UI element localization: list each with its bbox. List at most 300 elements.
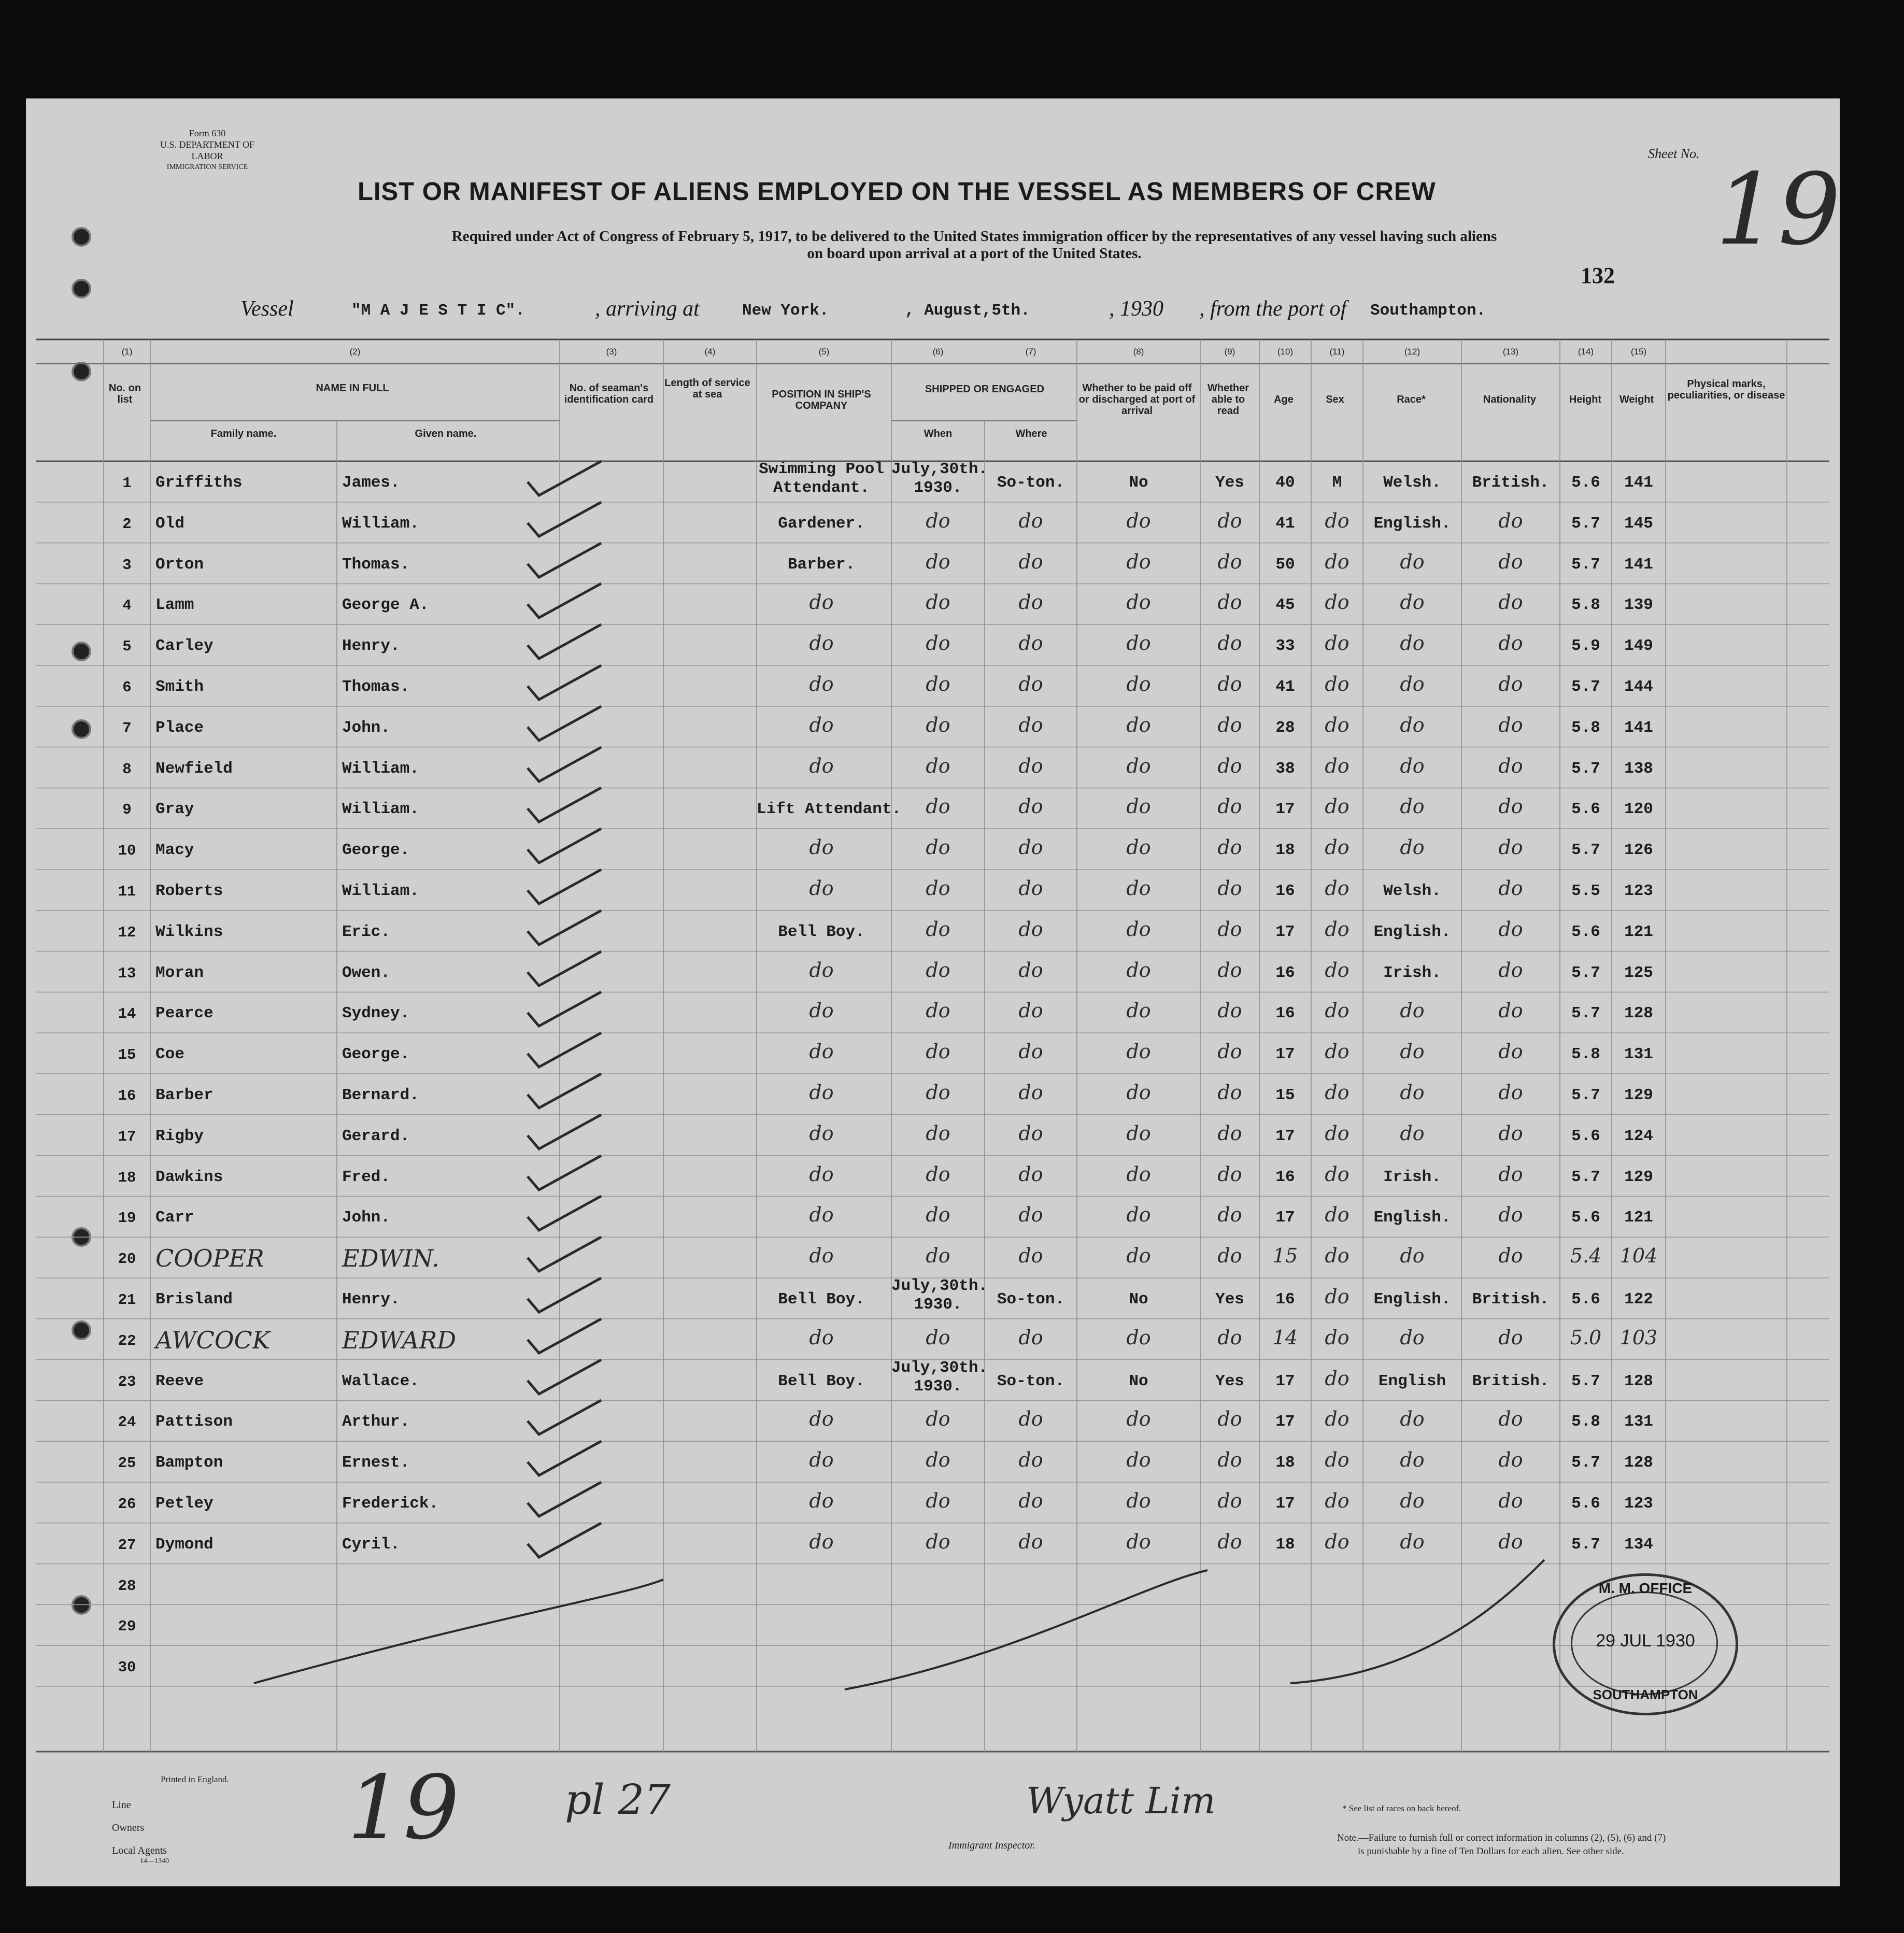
nationality-cell: do — [1498, 1489, 1523, 1512]
header-no-on-list: No. on list — [108, 382, 141, 405]
nationality-cell: do — [1498, 1244, 1523, 1268]
weight-cell: 145 — [1624, 514, 1653, 533]
sex-cell: do — [1325, 1285, 1349, 1308]
race-cell: do — [1400, 1081, 1425, 1104]
race-cell: Irish. — [1383, 963, 1441, 982]
check-mark-icon — [523, 786, 627, 827]
row-number-cell: 25 — [118, 1455, 136, 1472]
age-cell: 16 — [1275, 1004, 1295, 1023]
table-row — [26, 1237, 1840, 1278]
shipped-when-cell: do — [926, 1081, 950, 1104]
paid-off-cell: do — [1126, 713, 1151, 736]
paid-off-cell: do — [1126, 632, 1151, 655]
position-cell: do — [809, 999, 834, 1022]
weight-cell: 141 — [1624, 718, 1653, 737]
column-number: (10) — [1277, 347, 1294, 357]
race-cell: do — [1400, 1326, 1425, 1349]
shipped-when-cell: do — [926, 754, 950, 777]
check-mark-stroke — [528, 584, 601, 618]
header-when: When — [923, 428, 953, 439]
nationality-cell: do — [1498, 795, 1523, 818]
column-number: (4) — [704, 347, 716, 357]
form-number: Form 630 — [189, 128, 226, 138]
table-row — [26, 1196, 1840, 1237]
check-mark-icon — [523, 908, 627, 950]
shipped-when-cell: do — [926, 632, 950, 655]
check-mark-stroke — [528, 1400, 601, 1434]
shipped-where-cell: do — [1018, 1489, 1043, 1512]
paid-off-cell: do — [1126, 958, 1151, 982]
header-id-card: No. of seaman's identification card — [564, 382, 654, 405]
row-number-cell: 26 — [118, 1496, 136, 1513]
family-name-cell: Reeve — [155, 1372, 204, 1390]
shipped-where-cell: do — [1018, 795, 1043, 818]
family-name-cell: Barber — [155, 1086, 214, 1104]
arrival-port: New York. — [742, 302, 829, 320]
position-cell: do — [809, 1448, 834, 1472]
shipped-where-cell: do — [1018, 754, 1043, 777]
able-to-read-cell: do — [1217, 795, 1242, 818]
position-cell — [757, 460, 886, 498]
paid-off-cell: do — [1126, 1408, 1151, 1431]
paid-off-cell: do — [1126, 1040, 1151, 1063]
nationality-cell: do — [1498, 1530, 1523, 1553]
height-cell: 5.8 — [1571, 1413, 1600, 1431]
position-cell: Bell Boy. — [778, 922, 865, 941]
age-cell: 18 — [1275, 1454, 1295, 1472]
given-name-cell: George. — [342, 841, 410, 860]
height-cell: 5.0 — [1570, 1326, 1602, 1349]
row-number-cell: 13 — [118, 964, 136, 982]
family-name-cell: COOPER — [155, 1244, 264, 1273]
line-label: Line — [112, 1799, 131, 1811]
sex-cell: do — [1325, 1530, 1349, 1553]
paid-off-cell: do — [1126, 999, 1151, 1022]
position-cell: do — [809, 958, 834, 982]
weight-cell: 141 — [1624, 474, 1653, 492]
column-number: (1) — [121, 347, 133, 357]
given-name-cell: William. — [342, 759, 419, 778]
age-cell: 17 — [1275, 1127, 1295, 1145]
race-cell: Irish. — [1383, 1168, 1441, 1186]
paid-off-cell: do — [1126, 1121, 1151, 1145]
nationality-cell: do — [1498, 1326, 1523, 1349]
position-cell: do — [809, 1162, 834, 1186]
height-cell: 5.7 — [1571, 514, 1600, 533]
column-number: (15) — [1630, 347, 1647, 357]
race-cell: English. — [1373, 1209, 1451, 1227]
weight-cell: 125 — [1624, 963, 1653, 982]
age-cell: 18 — [1275, 841, 1295, 860]
race-cell: do — [1400, 1448, 1425, 1472]
paid-off-cell: No — [1129, 474, 1148, 492]
header-family-name: Family name. — [210, 428, 277, 439]
position-cell: Bell Boy. — [778, 1372, 865, 1390]
check-mark-stroke — [528, 951, 601, 986]
height-cell: 5.6 — [1571, 1209, 1600, 1227]
check-mark-icon — [523, 990, 627, 1031]
paid-off-cell: do — [1126, 1081, 1151, 1104]
age-cell: 17 — [1275, 1495, 1295, 1513]
weight-cell: 122 — [1624, 1290, 1653, 1309]
shipped-when-cell-line: July,30th. — [891, 1277, 988, 1295]
able-to-read-cell: do — [1217, 1081, 1242, 1104]
shipped-when-cell — [891, 1358, 988, 1396]
sex-cell: do — [1325, 754, 1349, 777]
check-mark-stroke — [528, 1441, 601, 1475]
family-name-cell: Pearce — [155, 1004, 214, 1023]
position-cell: do — [809, 632, 834, 655]
stamp-bottom: SOUTHAMPTON — [1593, 1687, 1698, 1702]
position-cell-line: Attendant. — [773, 479, 870, 497]
race-cell: English. — [1373, 514, 1451, 533]
table-row — [26, 1115, 1840, 1156]
check-mark-icon — [523, 1439, 627, 1481]
age-cell: 14 — [1272, 1326, 1298, 1349]
family-name-cell: Pattison — [155, 1413, 233, 1431]
paid-off-cell: do — [1126, 1530, 1151, 1553]
family-name-cell: Bampton — [155, 1454, 223, 1472]
shipped-where-cell: do — [1018, 673, 1043, 695]
able-to-read-cell: Yes — [1215, 474, 1244, 492]
column-number: (7) — [1025, 347, 1036, 357]
shipped-where-cell: do — [1018, 632, 1043, 655]
given-name-cell: Gerard. — [342, 1127, 410, 1145]
check-mark-stroke — [528, 1237, 601, 1271]
height-cell: 5.9 — [1571, 637, 1600, 656]
check-mark-stroke — [528, 992, 601, 1026]
able-to-read-cell: do — [1217, 1121, 1242, 1145]
family-name-cell: Moran — [155, 963, 204, 982]
agents-label: Local Agents — [112, 1845, 167, 1856]
check-mark-icon — [523, 459, 627, 501]
nationality-cell: do — [1498, 1121, 1523, 1145]
able-to-read-cell: do — [1217, 1448, 1242, 1472]
given-name-cell: William. — [342, 514, 419, 533]
height-cell: 5.8 — [1571, 718, 1600, 737]
races-note: * See list of races on back hereof. — [1342, 1803, 1461, 1813]
shipped-when-cell-line: July,30th. — [891, 460, 988, 478]
header-sex: Sex — [1326, 394, 1344, 405]
given-name-cell: George A. — [342, 596, 429, 615]
height-cell: 5.8 — [1571, 596, 1600, 615]
able-to-read-cell: do — [1217, 1326, 1242, 1349]
header-height: Height — [1569, 394, 1602, 405]
age-cell: 40 — [1275, 474, 1295, 492]
nationality-cell: do — [1498, 632, 1523, 655]
shipped-when-cell: do — [926, 1162, 950, 1186]
position-cell: Bell Boy. — [778, 1290, 865, 1309]
stamp-top: M. M. OFFICE — [1598, 1580, 1693, 1596]
row-number-cell: 10 — [118, 842, 136, 860]
height-cell: 5.7 — [1571, 1086, 1600, 1104]
check-mark-stroke — [528, 747, 601, 781]
height-cell: 5.7 — [1571, 963, 1600, 982]
race-cell: Welsh. — [1383, 474, 1441, 492]
race-cell: English. — [1373, 1290, 1451, 1309]
header-name-in-full: NAME IN FULL — [316, 382, 389, 394]
table-row — [26, 1278, 1840, 1319]
able-to-read-cell: do — [1217, 836, 1242, 859]
age-cell: 16 — [1275, 963, 1295, 982]
position-cell: do — [809, 1244, 834, 1268]
arrival-date: , August,5th. — [905, 302, 1030, 320]
shipped-when-cell-line: 1930. — [914, 1377, 962, 1396]
position-cell: Lift Attendant. — [757, 800, 902, 819]
check-mark-icon — [523, 1398, 627, 1440]
check-mark-icon — [523, 1317, 627, 1358]
footer-handwritten-number: 19 — [347, 1757, 460, 1859]
height-cell: 5.7 — [1571, 759, 1600, 778]
able-to-read-cell: do — [1217, 1040, 1242, 1063]
given-name-cell: Arthur. — [342, 1413, 410, 1431]
able-to-read-cell: do — [1217, 877, 1242, 900]
family-name-cell: Coe — [155, 1045, 184, 1064]
check-mark-stroke — [528, 1196, 601, 1230]
nationality-cell: British. — [1472, 1372, 1550, 1390]
column-number: (13) — [1502, 347, 1519, 357]
table-row — [26, 461, 1840, 502]
check-mark-stroke — [528, 911, 601, 945]
position-cell: Barber. — [787, 555, 856, 574]
shipped-where-cell: do — [1018, 1203, 1043, 1227]
row-number-cell: 19 — [118, 1210, 136, 1227]
race-cell: do — [1400, 1408, 1425, 1431]
able-to-read-cell: do — [1217, 632, 1242, 655]
shipped-where-cell: do — [1018, 509, 1043, 532]
given-name-cell: Henry. — [342, 637, 400, 656]
header-physical: Physical marks, peculiarities, or disease — [1667, 378, 1785, 401]
nationality-cell: do — [1498, 917, 1523, 941]
check-mark-icon — [523, 1031, 627, 1072]
table-row — [26, 911, 1840, 951]
vessel-label: Vessel — [240, 297, 294, 321]
check-mark-icon — [523, 827, 627, 868]
able-to-read-cell: do — [1217, 1244, 1242, 1268]
shipped-when-cell: do — [926, 999, 950, 1022]
race-cell: do — [1400, 795, 1425, 818]
vessel-name: "M A J E S T I C". — [351, 302, 525, 320]
shipped-when-cell: do — [926, 509, 950, 532]
shipped-where-cell: do — [1018, 836, 1043, 859]
row-number-cell: 29 — [118, 1618, 136, 1636]
shipped-when-cell: do — [926, 795, 950, 818]
row-number-cell: 22 — [118, 1332, 136, 1349]
weight-cell: 121 — [1624, 1209, 1653, 1227]
nationality-cell: do — [1498, 713, 1523, 736]
race-cell: do — [1400, 1489, 1425, 1512]
able-to-read-cell: do — [1217, 999, 1242, 1022]
header-paid-off: Whether to be paid off or discharged at port of arrival — [1078, 382, 1196, 417]
race-cell: do — [1400, 550, 1425, 573]
table-row — [26, 951, 1840, 992]
shipped-where-cell: do — [1018, 713, 1043, 736]
shipped-when-cell: do — [926, 1489, 950, 1512]
sex-cell: do — [1325, 591, 1349, 614]
shipped-where-cell: So-ton. — [997, 1290, 1065, 1309]
height-cell: 5.7 — [1571, 1372, 1600, 1390]
nationality-cell: do — [1498, 1408, 1523, 1431]
height-cell: 5.6 — [1571, 1127, 1600, 1145]
height-cell: 5.8 — [1571, 1045, 1600, 1064]
header-race: Race* — [1397, 394, 1426, 405]
paid-off-cell: do — [1126, 550, 1151, 573]
column-number: (3) — [606, 347, 617, 357]
shipped-when-cell — [891, 460, 988, 498]
given-name-cell: EDWIN. — [342, 1244, 439, 1273]
paid-off-cell: No — [1129, 1372, 1148, 1390]
table-row — [26, 829, 1840, 870]
able-to-read-cell: do — [1217, 1489, 1242, 1512]
paid-off-cell: do — [1126, 1244, 1151, 1268]
paid-off-cell: do — [1126, 509, 1151, 532]
shipped-when-cell: do — [926, 877, 950, 900]
page-title: LIST OR MANIFEST OF ALIENS EMPLOYED ON THE VESSEL AS MEMBERS OF CREW — [358, 178, 1436, 206]
shipped-when-cell: do — [926, 591, 950, 614]
age-cell: 17 — [1275, 1045, 1295, 1064]
table-row — [26, 584, 1840, 624]
sex-cell: do — [1325, 550, 1349, 573]
weight-cell: 120 — [1624, 800, 1653, 819]
nationality-cell: do — [1498, 754, 1523, 777]
given-name-cell: Ernest. — [342, 1454, 410, 1472]
family-name-cell: Dawkins — [155, 1168, 223, 1186]
race-cell: do — [1400, 836, 1425, 859]
weight-cell: 128 — [1624, 1004, 1653, 1023]
fine-note-line1: Note.—Failure to furnish full or correct information in columns (2), (5), (6) and (7) — [1337, 1832, 1666, 1843]
table-row — [26, 788, 1840, 829]
able-to-read-cell: do — [1217, 754, 1242, 777]
nationality-cell: British. — [1472, 474, 1550, 492]
nationality-cell: do — [1498, 1203, 1523, 1227]
position-cell-line: Swimming Pool — [759, 460, 884, 478]
nationality-cell: do — [1498, 509, 1523, 532]
nationality-cell: do — [1498, 999, 1523, 1022]
check-mark-icon — [523, 1521, 627, 1562]
shipped-when-cell-line: 1930. — [914, 1296, 962, 1314]
age-cell: 50 — [1275, 555, 1295, 574]
row-number-cell: 23 — [118, 1373, 136, 1390]
shipped-where-cell: do — [1018, 1162, 1043, 1186]
header-nationality: Nationality — [1483, 394, 1537, 405]
row-number-cell: 8 — [122, 760, 132, 778]
sex-cell: do — [1325, 1081, 1349, 1104]
header-shipped: SHIPPED OR ENGAGED — [925, 383, 1045, 395]
column-number: (6) — [932, 347, 944, 357]
family-name-cell: AWCOCK — [155, 1326, 271, 1354]
race-cell: do — [1400, 591, 1425, 614]
family-name-cell: Old — [155, 514, 184, 533]
check-mark-icon — [523, 745, 627, 787]
subtitle-line: Required under Act of Congress of February 5, 1917, to be delivered to the United States immigration officer by the representatives of any vessel having such aliens — [451, 228, 1497, 245]
able-to-read-cell: do — [1217, 550, 1242, 573]
race-cell: Welsh. — [1383, 882, 1441, 900]
sex-cell: do — [1325, 673, 1349, 695]
check-mark-stroke — [528, 829, 601, 863]
family-name-cell: Macy — [155, 841, 194, 860]
shipped-when-cell: do — [926, 1408, 950, 1431]
race-cell: do — [1400, 1121, 1425, 1145]
position-cell: Gardener. — [778, 514, 865, 533]
shipped-where-cell: do — [1018, 550, 1043, 573]
race-cell: do — [1400, 999, 1425, 1022]
paid-off-cell: do — [1126, 1326, 1151, 1349]
given-name-cell: Eric. — [342, 922, 391, 941]
height-cell: 5.4 — [1570, 1244, 1602, 1268]
shipped-where-cell: do — [1018, 917, 1043, 941]
given-name-cell: James. — [342, 474, 400, 492]
height-cell: 5.7 — [1571, 1168, 1600, 1186]
sex-cell: do — [1325, 1040, 1349, 1063]
check-mark-stroke — [528, 1115, 601, 1149]
given-name-cell: Frederick. — [342, 1495, 439, 1513]
paid-off-cell: do — [1126, 877, 1151, 900]
row-number-cell: 17 — [118, 1128, 136, 1145]
able-to-read-cell: do — [1217, 917, 1242, 941]
shipped-where-cell: do — [1018, 1081, 1043, 1104]
weight-cell: 129 — [1624, 1086, 1653, 1104]
given-name-cell: John. — [342, 718, 391, 737]
paid-off-cell: do — [1126, 1203, 1151, 1227]
table-row — [26, 543, 1840, 584]
shipped-where-cell: So-ton. — [997, 1372, 1065, 1390]
family-name-cell: Carley — [155, 637, 214, 656]
position-cell: do — [809, 713, 834, 736]
row-number-cell: 27 — [118, 1536, 136, 1554]
able-to-read-cell: do — [1217, 1203, 1242, 1227]
check-mark-stroke — [528, 665, 601, 700]
shipped-when-cell: do — [926, 1530, 950, 1553]
row-number-cell: 7 — [122, 719, 132, 737]
position-cell: do — [809, 1489, 834, 1512]
header-position: POSITION IN SHIP'S COMPANY — [772, 389, 871, 411]
check-mark-stroke — [528, 1523, 601, 1557]
subtitle-line: on board upon arrival at a port of the United States. — [807, 245, 1142, 262]
race-cell: do — [1400, 673, 1425, 695]
check-mark-stroke — [528, 1360, 601, 1394]
nationality-cell: do — [1498, 591, 1523, 614]
header-where: Where — [1015, 428, 1047, 439]
shipped-where-cell: do — [1018, 1244, 1043, 1268]
column-number: (5) — [818, 347, 830, 357]
check-mark-icon — [523, 1480, 627, 1522]
family-name-cell: Newfield — [155, 759, 233, 778]
table-row — [26, 1441, 1840, 1482]
shipped-where-cell: do — [1018, 958, 1043, 982]
given-name-cell: William. — [342, 800, 419, 819]
position-cell: do — [809, 673, 834, 695]
row-number-cell: 5 — [122, 638, 132, 656]
sex-cell: do — [1325, 509, 1349, 532]
row-number-cell: 4 — [122, 597, 132, 615]
nationality-cell: do — [1498, 958, 1523, 982]
row-number-cell: 2 — [122, 515, 132, 533]
table-row — [26, 1033, 1840, 1074]
header-able-read: Whether able to read — [1207, 382, 1249, 417]
weight-cell: 129 — [1624, 1168, 1653, 1186]
family-name-cell: Dymond — [155, 1535, 214, 1554]
shipped-where-cell: do — [1018, 1326, 1043, 1349]
sex-cell: do — [1325, 1326, 1349, 1349]
race-cell: do — [1400, 713, 1425, 736]
age-cell: 33 — [1275, 637, 1295, 656]
departure-port: Southampton. — [1370, 302, 1486, 320]
nationality-cell: do — [1498, 550, 1523, 573]
check-mark-stroke — [528, 1156, 601, 1190]
check-mark-stroke — [528, 1319, 601, 1353]
family-name-cell: Orton — [155, 555, 204, 574]
check-mark-stroke — [528, 1278, 601, 1312]
